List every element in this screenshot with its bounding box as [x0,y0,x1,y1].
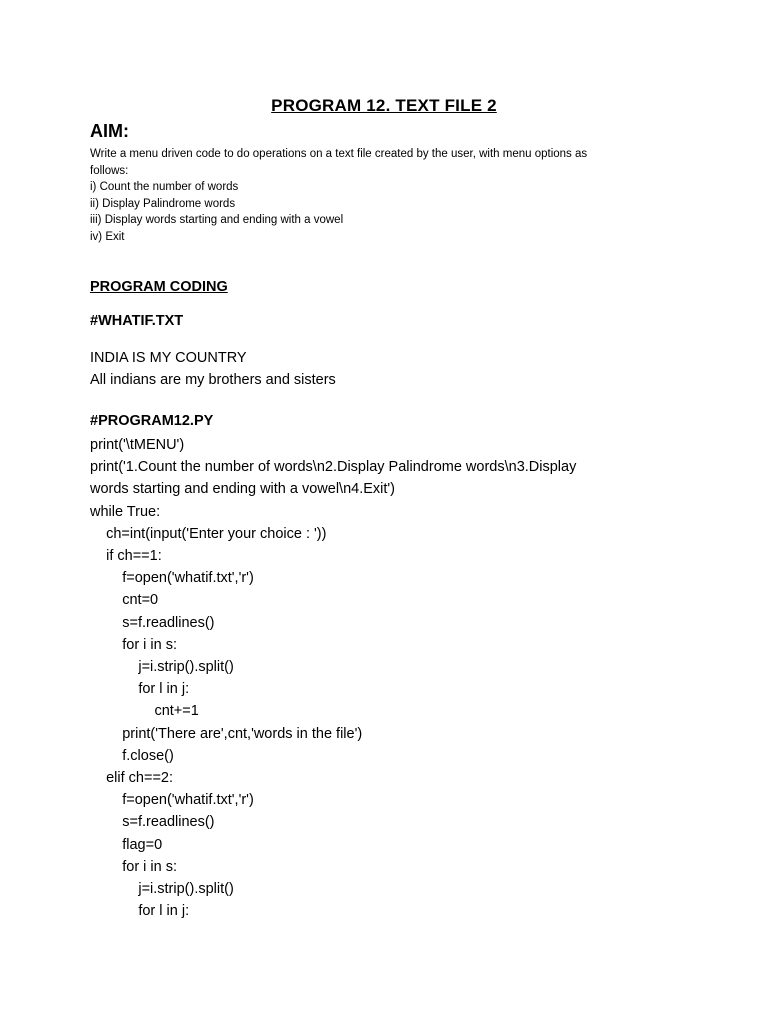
aim-line: iii) Display words starting and ending with a vowel [90,214,344,226]
code-line: if ch==1: [90,548,162,565]
code-line: for l in j: [90,681,190,698]
code-line: for i in s: [90,636,178,653]
file-line: All indians are my brothers and sisters [90,372,336,388]
code-line: while True: [90,503,161,520]
code-line: f.close() [90,747,174,764]
code-line: j=i.strip().split() [90,881,234,898]
file-line: INDIA IS MY COUNTRY [90,350,247,366]
aim-description [90,146,690,245]
code-line: cnt=0 [90,592,159,609]
aim-line: i) Count the number of words [90,181,239,193]
aim-line: iv) Exit [90,230,125,243]
code-line: f=open('whatif.txt','r') [90,570,254,587]
code-line: print('There are',cnt,'words in the file') [90,725,363,742]
aim-heading: AIM: [90,121,129,141]
aim-line: Write a menu driven code to do operations on a text file created by the user, with menu options as [90,148,588,160]
code-line: for i in s: [90,858,178,875]
file-heading: #WHATIF.TXT [90,313,184,329]
program-coding-heading: PROGRAM CODING [90,279,228,295]
aim-line: follows: [90,164,129,177]
code-line: for l in j: [90,903,190,920]
code-block [90,434,690,922]
code-line: print('1.Count the number of words\n2.Display Palindrome words\n3.Display [90,459,577,476]
aim-line: ii) Display Palindrome words [90,197,236,210]
file-content [90,347,336,391]
code-line: j=i.strip().split() [90,659,234,676]
code-line: words starting and ending with a vowel\n4.Exit') [90,481,396,498]
code-line: elif ch==2: [90,770,174,787]
code-line: flag=0 [90,836,163,853]
page-title: PROGRAM 12. TEXT FILE 2 [271,96,497,115]
program-heading: #PROGRAM12.PY [90,413,214,429]
code-line: cnt+=1 [90,703,199,720]
code-line: s=f.readlines() [90,614,215,631]
code-line: ch=int(input('Enter your choice : ')) [90,525,327,542]
code-line: f=open('whatif.txt','r') [90,792,254,809]
code-line: s=f.readlines() [90,814,215,831]
code-line: print('\tMENU') [90,437,185,453]
